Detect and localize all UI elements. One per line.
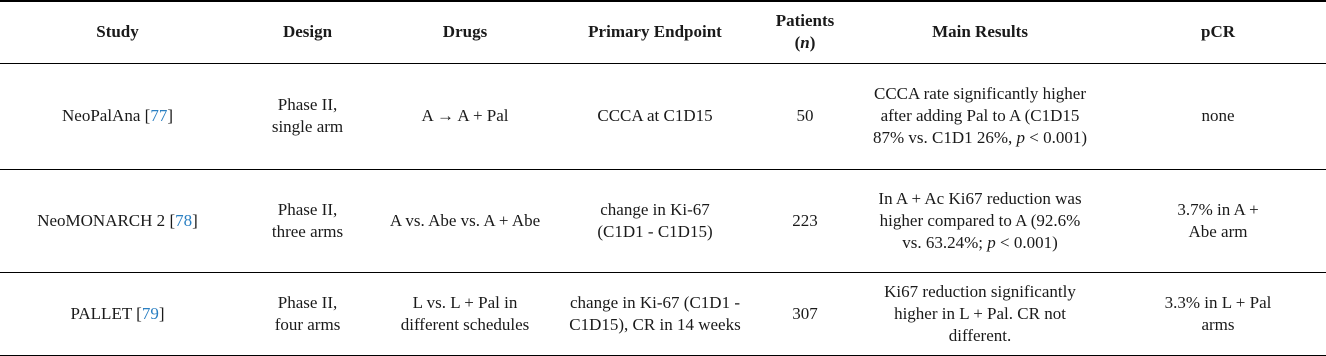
- design-arms: single arm: [271, 117, 344, 136]
- design-cell: [235, 169, 380, 272]
- header-endpoint: Primary Endpoint: [588, 22, 722, 42]
- endpoint-text: CCCA at C1D15: [597, 106, 713, 125]
- design-cell: [235, 272, 380, 355]
- citation-link[interactable]: 77: [150, 106, 168, 125]
- results-cell: [850, 63, 1110, 169]
- table-row: [0, 169, 1326, 272]
- ref-close: ]: [192, 210, 198, 230]
- drugs-cell: [380, 272, 550, 355]
- header-row: [0, 1, 1326, 63]
- pcr-text: 3.3% in L + Pal arms: [1164, 292, 1272, 334]
- design-cell: [235, 63, 380, 169]
- header-study: Study: [96, 22, 139, 42]
- pcr-cell: [1110, 63, 1326, 169]
- endpoint-cell: [550, 63, 760, 169]
- endpoint-text: change in Ki-67 (C1D1 - C1D15), CR in 14 weeks: [569, 292, 741, 334]
- drugs-text: A → A + Pal: [421, 106, 509, 125]
- results-text: [870, 83, 1090, 149]
- header-patients: [760, 1, 850, 63]
- endpoint-cell: [550, 272, 760, 355]
- citation-link[interactable]: 78: [175, 210, 193, 230]
- results-cell: [850, 272, 1110, 355]
- patients-cell: 307: [792, 303, 818, 323]
- results-a: In A + Ac Ki67 reduction was higher compared to A (92.6% vs. 63.24%;: [878, 188, 1082, 252]
- endpoint-cell: [550, 169, 760, 272]
- pcr-text: none: [1201, 106, 1235, 125]
- ref-open: [: [169, 210, 176, 230]
- header-patients-open: (: [794, 33, 801, 53]
- table-row: [0, 63, 1326, 169]
- ref-close: ]: [158, 303, 165, 323]
- table-row: [0, 272, 1326, 355]
- results-p: p: [1016, 128, 1026, 147]
- study-name: PALLET: [70, 303, 137, 323]
- results-text: [870, 281, 1090, 347]
- endpoint-text: change in Ki-67 (C1D1 - C1D15): [597, 199, 713, 241]
- citation-link[interactable]: 79: [141, 303, 159, 323]
- pcr-cell: [1110, 272, 1326, 355]
- header-patients-label: Patients: [775, 11, 835, 31]
- drugs-cell: [380, 63, 550, 169]
- drugs-text: L vs. L + Pal in different schedules: [400, 292, 530, 334]
- header-pcr: pCR: [1200, 22, 1235, 42]
- pcr-text: 3.7% in A + Abe arm: [1177, 199, 1259, 241]
- results-b: < 0.001): [1025, 128, 1088, 147]
- ref-open: [: [144, 106, 151, 125]
- results-a: Ki67 reduction significantly higher in L + Pal. CR not different.: [884, 281, 1076, 345]
- drugs-cell: [380, 169, 550, 272]
- study-cell: [0, 272, 235, 355]
- header-results: Main Results: [932, 22, 1028, 42]
- header-patients-n: n: [800, 33, 810, 53]
- header-drugs: Drugs: [442, 22, 488, 42]
- study-cell: [0, 169, 235, 272]
- design-phase: Phase II,: [277, 199, 338, 219]
- design-arms: three arms: [271, 221, 344, 241]
- results-b: < 0.001): [995, 232, 1058, 252]
- study-name: NeoPalAna: [62, 106, 145, 125]
- patients-cell: 223: [792, 210, 818, 230]
- design-arms: four arms: [274, 314, 341, 334]
- header-patients-close: ): [809, 33, 816, 53]
- results-p: p: [987, 232, 996, 252]
- pcr-cell: [1110, 169, 1326, 272]
- patients-cell: 50: [796, 106, 814, 125]
- ref-open: [: [136, 303, 142, 323]
- drugs-text: A vs. Abe vs. A + Abe: [389, 210, 541, 230]
- study-cell: [0, 63, 235, 169]
- header-design: Design: [282, 22, 333, 42]
- results-a: CCCA rate significantly higher after adding Pal to A (C1D15 87% vs. C1D1 26%,: [872, 84, 1086, 147]
- ref-close: ]: [167, 106, 173, 125]
- study-name: NeoMONARCH 2: [37, 210, 170, 230]
- design-phase: Phase II,: [277, 292, 338, 312]
- results-text: [870, 188, 1090, 254]
- design-phase: Phase II,: [277, 95, 338, 114]
- results-cell: [850, 169, 1110, 272]
